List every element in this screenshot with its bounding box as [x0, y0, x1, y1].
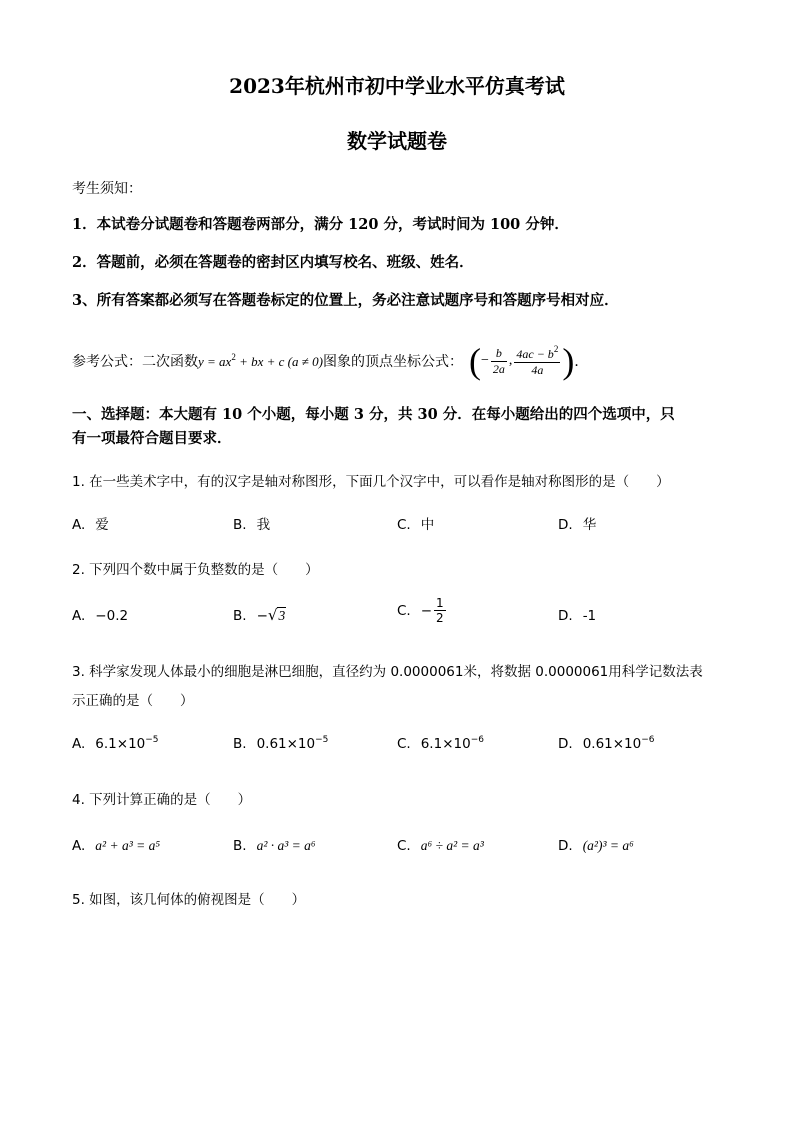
q3-option-a: A. $6.1\times 10^{-5}$ — [72, 735, 159, 752]
q3-option-b: B. $0.61\times 10^{-5}$ — [233, 735, 329, 752]
notice-item-1: 1．本试卷分试题卷和答题卷两部分，满分 120 分，考试时间为 100 分钟． — [72, 216, 569, 233]
q4-option-d: D. (a²)³ = a⁶ — [558, 838, 634, 854]
formula-middle: 图象的顶点坐标公式： — [322, 354, 463, 370]
q1-option-a: A. 爱 — [72, 517, 109, 533]
section-heading-line-2: 有一项最符合题目要求． — [72, 430, 232, 447]
q2-option-a: A. −0.2 — [72, 608, 129, 624]
q3-option-c: C. $6.1\times 10^{-6}$ — [397, 735, 484, 752]
q4-option-c: C. a⁶ ÷ a² = a³ — [397, 838, 484, 854]
q1-option-c: C. 中 — [397, 517, 435, 533]
formula-end: ． — [574, 354, 589, 370]
formula-prefix: 参考公式：二次函数 — [72, 354, 198, 370]
reference-formula — [72, 336, 588, 386]
question-5-stem: 5. 如图，该几何体的俯视图是（ ） — [72, 892, 306, 908]
exam-subtitle: 数学试题卷 — [347, 129, 447, 153]
notice-heading: 考生须知： — [72, 181, 142, 197]
quadratic-function: $y = ax^2$ + bx + c (a ≠ 0) — [198, 352, 323, 369]
notice-item-3: 3、所有答案都必须写在答题卷标定的位置上，务必注意试题序号和答题序号相对应． — [72, 292, 619, 309]
question-2-stem: 2. 下列四个数中属于负整数的是（ ） — [72, 562, 319, 578]
notice-item-2: 2．答题前，必须在答题卷的密封区内填写校名、班级、姓名． — [72, 254, 474, 271]
q4-option-a: A. a² + a³ = a⁵ — [72, 838, 161, 854]
exam-title: 2023年杭州市初中学业水平仿真考试 — [229, 74, 565, 98]
q2-option-b: B. −√3 — [233, 606, 286, 624]
vertex-formula: ( − $\frac{b}{2a}$ , $\frac{4ac - b^2}{4a}$ ) — [468, 341, 575, 381]
question-3-stem-line-2: 示正确的是（ ） — [72, 693, 194, 709]
q2-option-d: D. -1 — [558, 608, 597, 624]
q3-option-d: D. $0.61\times 10^{-6}$ — [558, 735, 655, 752]
q1-option-b: B. 我 — [233, 517, 271, 533]
question-4-stem: 4. 下列计算正确的是（ ） — [72, 792, 252, 808]
question-1-stem: 1. 在一些美术字中，有的汉字是轴对称图形，下面几个汉字中，可以看作是轴对称图形的是（ ） — [72, 474, 670, 490]
section-heading-line-1: 一、选择题：本大题有 10 个小题，每小题 3 分，共 30 分．在每小题给出的四个选项中，只 — [72, 406, 675, 423]
q2-option-c: C. − $\frac{1}{2}$ — [397, 596, 444, 625]
q4-option-b: B. a² · a³ = a⁶ — [233, 838, 316, 854]
q1-option-d: D. 华 — [558, 517, 597, 533]
question-3-stem-line-1: 3. 科学家发现人体最小的细胞是淋巴细胞，直径约为 0.0000061米，将数据 0.0000061用科学记数法表 — [72, 664, 703, 680]
